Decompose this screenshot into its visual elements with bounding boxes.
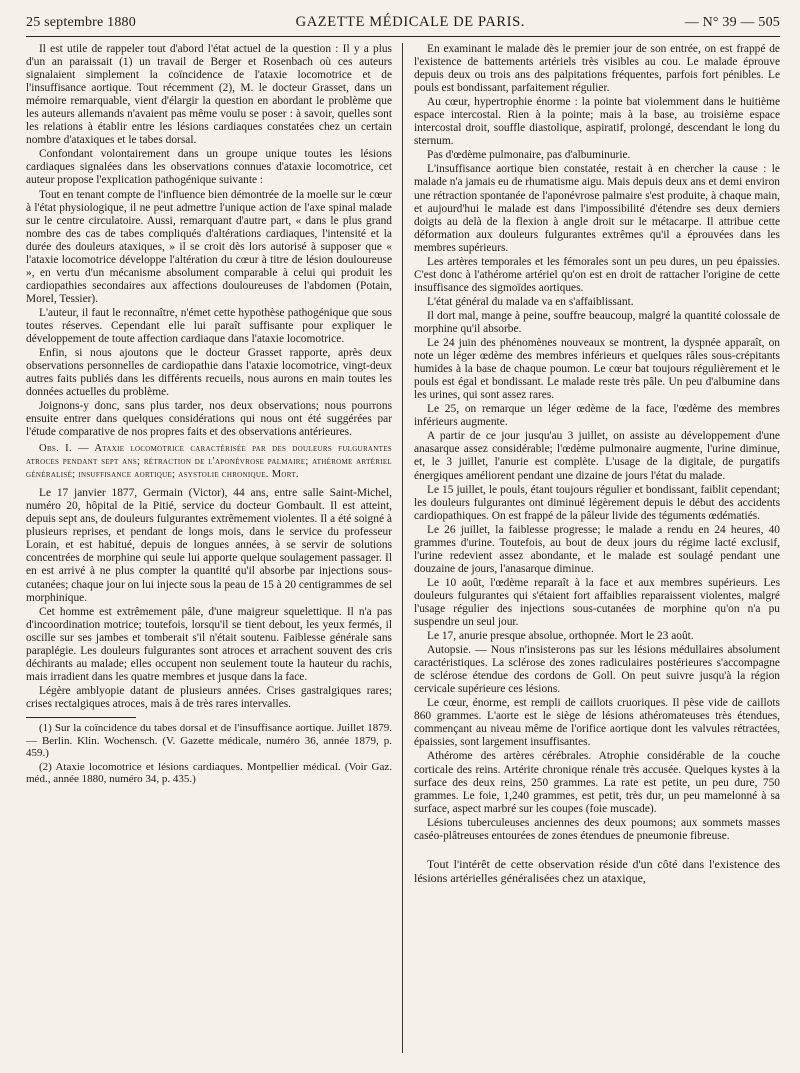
text-columns [26,43,780,1053]
paragraph: Le 25, on remarque un léger œdème de la face, l'œdème des membres inférieurs augmente. [414,403,780,429]
paragraph: Cet homme est extrêmement pâle, d'une maigreur squelettique. Il n'a pas d'incoordination motrice; toutefois, lorsqu'il se tient debout, les yeux fermés, il oscille sur ses jambes et tomberait s'il n'était soutenu. Faiblesse générale sans paraplégie. Les douleurs fulgurantes sont atroces et arrachent souvent des cris déchirants au malade; elles occupent non seulement toute la hauteur du rachis, mais irradient dans les quatre membres et jusque dans la face. [26,605,392,683]
paragraph: Le 15 juillet, le pouls, étant toujours régulier et bondissant, faiblit cependant; les douleurs fulgurantes ont diminué légèrement depuis le début des accidents cardiopathiques. On est frappé de la pâleur livide des téguments œdématiés. [414,483,780,522]
paragraph: Lésions tuberculeuses anciennes des deux poumons; aux sommets masses caséo-plâtreuses entourées de zones étendues de pneumonie fibreuse. [414,816,780,842]
closing-paragraph: Tout l'intérêt de cette observation réside d'un côté dans l'existence des lésions artérielles généralisées chez un ataxique, [414,856,780,885]
autopsy-paragraph: Autopsie. — Nous n'insisterons pas sur les lésions médullaires absolument caractéristiques. La sclérose des zones radiculaires postérieures s'accompagne de sclérose étendue des cordons de Goll. On peut suivre jusqu'à la région cervicale supérieure ces lésions. [414,644,780,696]
paragraph: Le 17 janvier 1877, Germain (Victor), 44 ans, entre salle Saint-Michel, numéro 20, hôpital de la Pitié, service du docteur Gombault. Il est atteint, depuis sept ans, de douleurs fulgurantes extrêmement violentes. Il a été soigné à plusieurs reprises, et pendant de longs mois, dans le service du professeur Lorain, et est habitué, depuis de longues années, à se servir de solutions concentrées de morphine qui seule lui apporte quelque soulagement passager. Il en est arrivé à ne plus compter la quantité qu'il absorbe par injections sous-cutanées; chaque jour on lui injecte sous la peau de 15 à 20 centigrammes de sel morphinique. [26,487,392,604]
header-page-number: — N° 39 — 505 [684,15,780,30]
left-column [26,43,392,1053]
footnote-rule [26,717,136,718]
paragraph: L'insuffisance aortique bien constatée, restait à en chercher la cause : le malade n'a jamais eu de rhumatisme aigu. Mais depuis deux ans et demi environ une rétraction spontanée de l'aponévrose palmaire s'est produite, à chaque main, et aujourd'hui le malade est dans l'impossibilité d'étendre ses deux derniers doigts au delà de la flexion à angle droit sur le métacarpe. Il attribue cette déformation aux douleurs fulgurantes extrêmes qu'il a éprouvées dans les membres supérieurs. [414,163,780,254]
paragraph: Tout en tenant compte de l'influence bien démontrée de la moelle sur le cœur à l'état physiologique, il ne peut admettre l'unique action de l'axe spinal malade sur le centre circulatoire. Aussi, remarquant d'autre part, « dans le plus grand nombre des cas de tabes compliqués d'altérations cardiaques, l'intensité et la durée des douleurs ataxiques, » il se croit dès lors autorisé à supposer que « l'ataxie locomotrice développe l'altération du cœur à titre de lésion douloureuse », en vertu d'un mécanisme absolument comparable à celui qui produit les cardiopathies secondaires aux affections douloureuses de l'abdomen (Potain, Morel, Tessier). [26,188,392,305]
footnote: (1) Sur la coïncidence du tabes dorsal et de l'insuffisance aortique. Juillet 1879. — Berlin. Klin. Wochensch. (V. Gazette médicale, numéro 36, année 1879, p. 459.) [26,721,392,760]
paragraph: Au cœur, hypertrophie énorme : la pointe bat violemment dans le huitième espace intercostal. Rien à la pointe; mais à la base, au troisième espace intercostal droit, souffle diastolique, aspiratif, prolongé, descendant le long du sternum. [414,96,780,148]
paragraph: A partir de ce jour jusqu'au 3 juillet, on assiste au développement d'une anasarque assez considérable; l'œdème pulmonaire augmente, l'urine diminue, et, le 3 juillet, l'anurie est complète. L'usage de la digitale, de purgatifs énergiques améliorent pendant une dizaine de jours l'état du malade. [414,430,780,482]
paragraph: Il est utile de rappeler tout d'abord l'état actuel de la question : Il y a plus d'un an paraissait (1) un travail de Berger et Rosenbach où ces auteurs signalaient simplement la coïncidence de l'ataxie locomotrice et de l'insuffisance aortique. Tout récemment (2), M. le docteur Grasset, dans un mémoire remarquable, vient d'élargir la question en abordant le problème que les auteurs allemands n'avaient pas même voulu se poser : à savoir, quelles sont les relations à établir entre les lésions cardiaques constatées chez un certain nombre d'ataxiques et le tabes dorsal. [26,43,392,147]
paragraph: Les artères temporales et les fémorales sont un peu dures, un peu épaissies. C'est donc à l'athérome artériel qu'on est en droit de rattacher l'origine de cette insuffisance des sigmoïdes aortiques. [414,255,780,294]
paragraph: Joignons-y donc, sans plus tarder, nos deux observations; nous pourrons ensuite entrer dans quelques considérations qui nous ont été suggérées par l'étude comparative de nos propres faits et des observations antérieures. [26,400,392,439]
header-date: 25 septembre 1880 [26,15,136,30]
paragraph: En examinant le malade dès le premier jour de son entrée, on est frappé de l'existence de battements artériels très visibles au cou. Le malade éprouve depuis deux ou trois ans des palpitations fréquentes, parfois fort pénibles. Le pouls est bondissant, parfaitement régulier. [414,43,780,95]
paragraph: L'état général du malade va en s'affaiblissant. [427,295,634,308]
paragraph: Le 26 juillet, la faiblesse progresse; le malade a rendu en 24 heures, 40 grammes d'urine. Toutefois, au bout de deux jours du régime lacté exclusif, l'urine redevient assez abondante, et le malade est soulagé pendant une douzaine de jours, l'anasarque diminue. [414,523,780,575]
column-divider [402,43,403,1053]
paragraph: L'auteur, il faut le reconnaître, n'émet cette hypothèse pathogénique que sous toutes réserves. Cependant elle lui paraît suffisante pour expliquer le développement de toute affection cardiaque dans l'ataxie locomotrice. [26,306,392,346]
paragraph: Le 17, anurie presque absolue, orthopnée. Mort le 23 août. [427,630,694,643]
paragraph: Le 10 août, l'œdème reparaît à la face et aux membres supérieurs. Les douleurs fulgurantes qui s'étaient fort affaiblies reparaissent violentes, malgré l'usage régulier des injections sous-cutanées de morphine qu'on n'a pu suspendre un seul jour. [414,576,780,629]
paragraph: Pas d'œdème pulmonaire, pas d'albuminurie. [427,149,631,162]
paragraph: Athérome des artères cérébrales. Atrophie considérable de la couche corticale des reins. Artérite chronique rénale très accusée. Quelques kystes à la surface des deux reins, 250 grammes. La rate est petite, un peu dure, 750 grammes. Le foie, 1,240 grammes, est petit, très dur, un peu mamelonné à sa surface, aspect marbré sur les coupes (foie muscade). [414,750,780,815]
paragraph: Confondant volontairement dans un groupe unique toutes les lésions cardiaques signalées dans les observations connues d'ataxie locomotrice, cet auteur propose l'explication pathogénique suivante : [26,148,392,187]
footnote: (2) Ataxie locomotrice et lésions cardiaques. Montpellier médical. (Voir Gaz. méd., année 1880, numéro 34, p. 435.) [26,760,392,786]
observation-heading: Obs. I. — Ataxie locomotrice caractérisée par des douleurs fulgurantes atroces pendant sept ans; rétraction de l'aponévrose palmaire; athérome artériel généralisé; insuffisance aortique; asystolie chronique. Mort. [26,443,392,480]
paragraph: Le 24 juin des phénomènes nouveaux se montrent, la dyspnée apparaît, on note un léger œdème des membres inférieurs et quelques râles sous-crépitants humides à la base de chaque poumon. Le cœur bat toujours régulièrement et le pouls est égal et bondissant. Le malade reste très pâle. Un peu d'albumine dans les urines, qui sont assez rares. [414,337,780,402]
header-title: GAZETTE MÉDICALE DE PARIS. [295,14,525,30]
paragraph: Le cœur, énorme, est rempli de caillots cruoriques. Il pèse vide de caillots 860 grammes. L'aorte est le siège de lésions athéromateuses très étendues, commençant au niveau même de l'orifice aortique dont les valvules rétractées, épaissies, sont largement insuffisantes. [414,697,780,749]
paragraph: Enfin, si nous ajoutons que le docteur Grasset rapporte, après deux observations personnelles de cardiopathie dans l'ataxie locomotrice, vingt-deux autres faits publiés dans les différents recueils, nous aurons en main toutes les données actuelles du problème. [26,347,392,399]
page-header [26,14,780,37]
paragraph: Légère amblyopie datant de plusieurs années. Crises gastralgiques rares; crises rectalgiques atroces, mais à de très rares intervalles. [26,684,392,710]
right-column [414,43,780,1053]
paragraph: Il dort mal, mange à peine, souffre beaucoup, malgré la quantité colossale de morphine qu'il absorbe. [414,309,780,335]
